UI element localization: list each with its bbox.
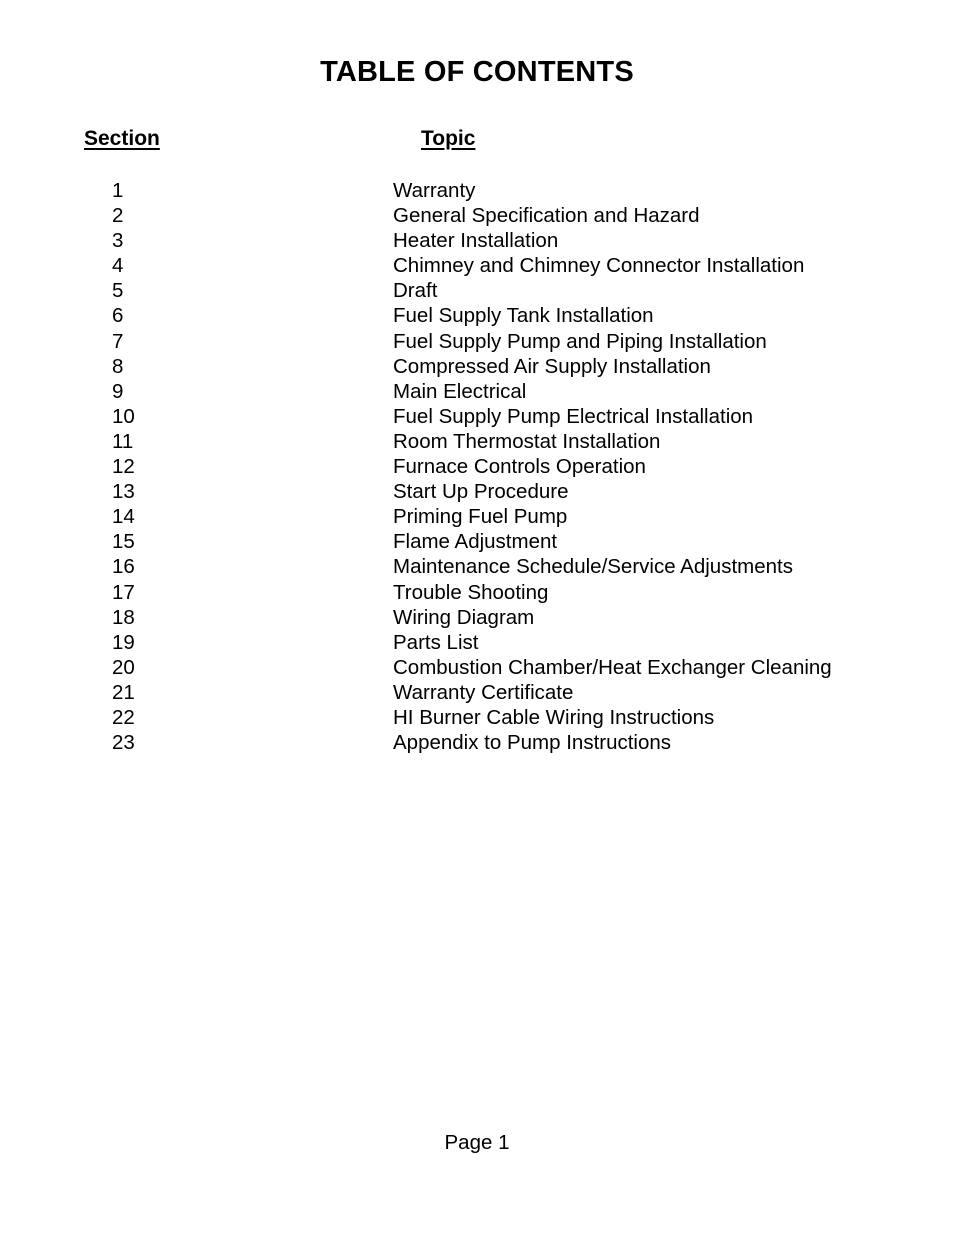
- section-topic: Wiring Diagram: [393, 605, 535, 629]
- section-column-header: Section: [84, 127, 160, 150]
- toc-list: [0, 178, 954, 755]
- section-number: 2: [112, 204, 124, 228]
- section-topic: Maintenance Schedule/Service Adjustments: [393, 555, 793, 579]
- section-number: 15: [112, 530, 135, 554]
- section-number: 13: [112, 480, 135, 504]
- toc-entry: [0, 228, 954, 253]
- toc-entry: [0, 605, 954, 630]
- section-topic: Chimney and Chimney Connector Installation: [393, 254, 805, 278]
- toc-entry: [0, 705, 954, 730]
- toc-entry: [0, 630, 954, 655]
- section-topic: Main Electrical: [393, 379, 527, 403]
- page-number: Page 1: [444, 1131, 510, 1154]
- section-number: 7: [112, 329, 124, 353]
- section-number: 4: [112, 254, 124, 278]
- toc-entry: [0, 680, 954, 705]
- section-number: 20: [112, 655, 135, 679]
- section-topic: Warranty Certificate: [393, 680, 574, 704]
- section-number: 21: [112, 680, 135, 704]
- toc-entry: [0, 278, 954, 303]
- section-topic: Heater Installation: [393, 229, 559, 253]
- section-topic: Start Up Procedure: [393, 480, 569, 504]
- toc-entry: [0, 203, 954, 228]
- toc-entry: [0, 730, 954, 755]
- toc-entry: [0, 404, 954, 429]
- section-number: 6: [112, 304, 124, 328]
- section-topic: Furnace Controls Operation: [393, 455, 646, 479]
- section-number: 14: [112, 505, 135, 529]
- section-topic: Trouble Shooting: [393, 580, 549, 604]
- page-title: TABLE OF CONTENTS: [320, 56, 634, 88]
- toc-entry: [0, 655, 954, 680]
- section-number: 16: [112, 555, 135, 579]
- toc-entry: [0, 303, 954, 328]
- toc-entry: [0, 554, 954, 579]
- section-number: 1: [112, 179, 124, 202]
- section-topic: HI Burner Cable Wiring Instructions: [393, 705, 715, 729]
- section-number: 11: [112, 429, 134, 453]
- section-topic: Warranty: [393, 179, 476, 202]
- section-topic: Appendix to Pump Instructions: [393, 731, 672, 755]
- section-number: 10: [112, 404, 135, 428]
- section-number: 19: [112, 630, 135, 654]
- section-topic: Draft: [393, 279, 438, 303]
- toc-entry: [0, 504, 954, 529]
- section-topic: Flame Adjustment: [393, 530, 558, 554]
- section-topic: Room Thermostat Installation: [393, 429, 661, 453]
- section-topic: General Specification and Hazard: [393, 204, 700, 228]
- toc-entry: [0, 479, 954, 504]
- topic-column-header: Topic: [421, 127, 476, 150]
- section-number: 9: [112, 379, 124, 403]
- toc-entry: [0, 329, 954, 354]
- section-topic: Compressed Air Supply Installation: [393, 354, 711, 378]
- section-number: 12: [112, 455, 135, 479]
- section-topic: Fuel Supply Pump and Piping Installation: [393, 329, 767, 353]
- section-number: 3: [112, 229, 124, 253]
- section-number: 5: [112, 279, 124, 303]
- section-topic: Fuel Supply Pump Electrical Installation: [393, 404, 754, 428]
- toc-entry: [0, 253, 954, 278]
- section-number: 8: [112, 354, 124, 378]
- section-number: 18: [112, 605, 135, 629]
- toc-entry: [0, 178, 954, 203]
- section-topic: Combustion Chamber/Heat Exchanger Cleaning: [393, 655, 832, 679]
- toc-entry: [0, 354, 954, 379]
- toc-entry: [0, 429, 954, 454]
- toc-entry: [0, 529, 954, 554]
- section-number: 22: [112, 705, 135, 729]
- toc-entry: [0, 379, 954, 404]
- section-number: 17: [112, 580, 135, 604]
- section-topic: Parts List: [393, 630, 479, 654]
- toc-entry: [0, 580, 954, 605]
- section-number: 23: [112, 731, 135, 755]
- section-topic: Priming Fuel Pump: [393, 505, 568, 529]
- toc-entry: [0, 454, 954, 479]
- section-topic: Fuel Supply Tank Installation: [393, 304, 654, 328]
